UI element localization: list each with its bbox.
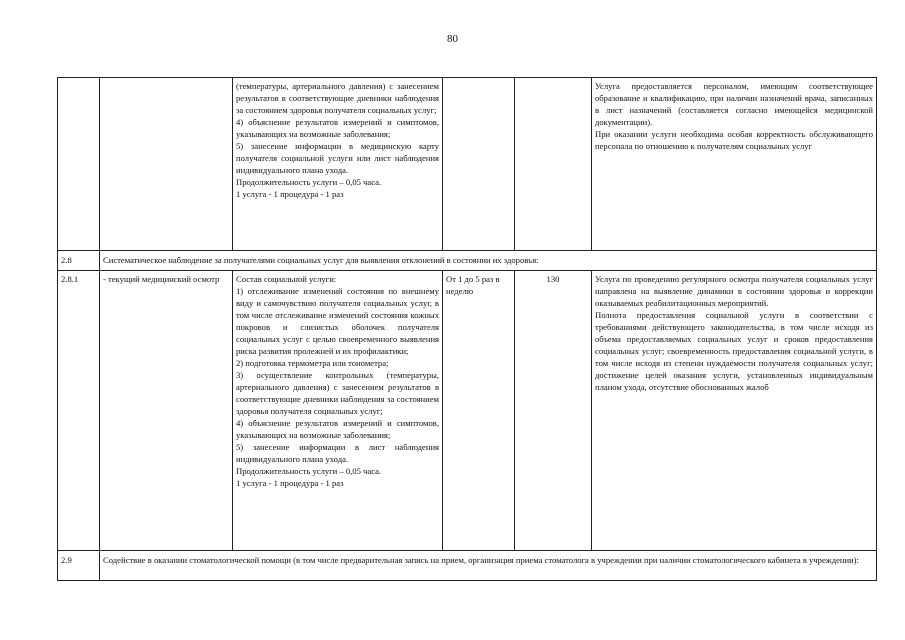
content-line: 4) объяснение результатов измерений и симптомов, указывающих на возможные заболевания; bbox=[236, 418, 439, 440]
content-line: 5) занесение информации в медицинскую карту получателя социальной услуги или лист наблюдения индивидуального плана ухода. bbox=[236, 141, 439, 175]
table-row-continuation bbox=[58, 78, 877, 251]
content-line: Продолжительность услуги – 0,05 часа. bbox=[236, 466, 382, 476]
content-line: Состав социальной услуги: bbox=[236, 274, 337, 284]
content-line: 1 услуга - 1 процедура - 1 раз bbox=[236, 478, 344, 488]
content-line: Продолжительность услуги – 0,05 часа. bbox=[236, 177, 382, 187]
table-row-2-8-1 bbox=[58, 271, 877, 551]
page-number: 80 bbox=[447, 33, 458, 45]
content-line: 3) осуществление контрольных (температуры, артериального давления) с занесением результатов в соответствующие дневники наблюдения за состоянием здоровья получателя социальных услуг; bbox=[236, 370, 439, 416]
cell-tariff-empty bbox=[515, 78, 592, 251]
section-title: Содействие в оказании стоматологической помощи (в том числе предварительная запись на прием, организация приема стоматолога в учреждении при наличии стоматологического кабинета в учреждении): bbox=[100, 551, 877, 581]
section-title: Систематическое наблюдение за получателями социальных услуг для выявления отклонений в состоянии их здоровья: bbox=[100, 251, 877, 271]
item-frequency: От 1 до 5 раз в неделю bbox=[443, 271, 515, 551]
conditions-line: Услуга предоставляется персоналом, имеющим соответствующее образование и квалификацию, при наличии назначений врача, записанных в лист назначений (составляется согласно имеющейся медицинской документации). bbox=[595, 81, 873, 127]
cell-conditions bbox=[592, 78, 877, 251]
conditions-line: Услуга по проведению регулярного осмотра получателя социальных услуг направлена на выявление динамики в состоянии здоровья и коррекции оказываемых реабилитационных мероприятий. bbox=[595, 274, 873, 308]
content-lines bbox=[236, 80, 439, 200]
content-line: 4) объяснение результатов измерений и симптомов, указывающих на возможные заболевания; bbox=[236, 117, 439, 139]
section-number: 2.9 bbox=[58, 551, 100, 581]
content-line: (температуры, артериального давления) с занесением результатов в соответствующие дневники наблюдения за состоянием здоровья получателя социальных услуг; bbox=[236, 81, 439, 115]
item-number: 2.8.1 bbox=[58, 271, 100, 551]
table-row-section-2-8 bbox=[58, 251, 877, 271]
cell-content bbox=[233, 78, 443, 251]
content-line: 1) отслеживание изменений состояния по внешнему виду и самочувствию получателя социальных услуг, в том числе отслеживание изменений состояния кожных покровов и слизистых оболочек получателя социальных услуг с целью своевременного выявления риска развития пролежней и их профилактики; bbox=[236, 286, 439, 356]
item-name: - текущий медицинский осмотр bbox=[100, 271, 233, 551]
content-line: 5) занесение информации в лист наблюдения индивидуального плана ухода. bbox=[236, 442, 439, 464]
table-row-section-2-9 bbox=[58, 551, 877, 581]
conditions-line: Полнота предоставления социальной услуги в соответствии с требованиями действующего законодательства, в том числе исходя из объема предоставляемых социальных услуг и сроков предоставления социальных услуг; своевременность предоставления социальной услуги, в том числе исходя из степени нуждаемости получателя социальных услуг; достижение целей оказания услуги, установленных индивидуальным планом ухода, отсутствие обоснованных жалоб bbox=[595, 310, 873, 392]
item-content bbox=[233, 271, 443, 551]
section-number: 2.8 bbox=[58, 251, 100, 271]
cell-frequency-empty bbox=[443, 78, 515, 251]
item-tariff: 130 bbox=[515, 271, 592, 551]
cell-name-empty bbox=[100, 78, 233, 251]
content-line: 2) подготовка термометра или тонометра; bbox=[236, 358, 389, 368]
conditions-line: При оказании услуги необходима особая корректность обслуживающего персонала по отношению к получателям социальных услуг bbox=[595, 129, 873, 151]
services-table bbox=[57, 77, 877, 581]
content-line: 1 услуга - 1 процедура - 1 раз bbox=[236, 189, 344, 199]
item-conditions bbox=[592, 271, 877, 551]
cell-number-empty bbox=[58, 78, 100, 251]
